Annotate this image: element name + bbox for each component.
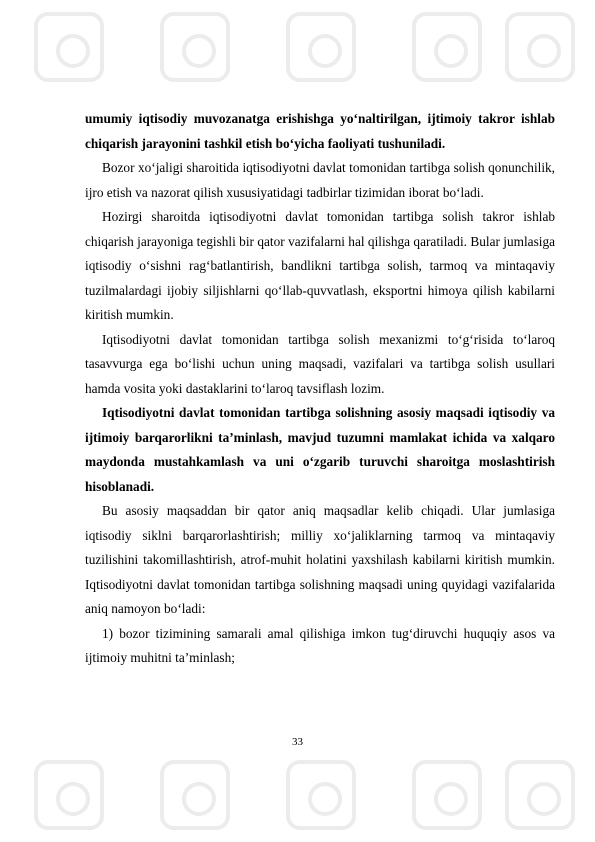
watermark-logo bbox=[160, 12, 230, 82]
paragraph-5: Iqtisodiyotni davlat tomonidan tartibga solishning asosiy maqsadi iqtisodiy va ijtimoiy barqarorlikni ta’minlash, mavjud tuzumni mamlakat ichida va xalqaro maydonda mustahkamlash va uni o‘zgarib turuvchi sharoitga moslashtirish hisoblanadi. bbox=[85, 405, 555, 494]
watermark-logo bbox=[34, 12, 104, 82]
watermark-logo bbox=[412, 12, 482, 82]
watermark-logo bbox=[505, 760, 575, 830]
watermark-logo bbox=[505, 12, 575, 82]
watermark-logo bbox=[286, 760, 356, 830]
watermark-logo bbox=[412, 760, 482, 830]
watermark-logo bbox=[286, 12, 356, 82]
paragraph-1: umumiy iqtisodiy muvozanatga erishishga yo‘naltirilgan, ijtimoiy takror ishlab chiqarish jarayonini tashkil etish bo‘yicha faoliyati tushuniladi. bbox=[85, 111, 555, 151]
paragraph-7: 1) bozor tizimining samarali amal qilishiga imkon tug‘diruvchi huquqiy asos va ijtimoiy muhitni ta’minlash; bbox=[85, 625, 555, 665]
paragraph-4: Iqtisodiyotni davlat tomonidan tartibga solish mexanizmi to‘g‘risida to‘laroq tasavvurga ega bo‘lishi uchun uning maqsadi, vazifalari va tartibga solish usullari hamda vosita yoki dastaklarini to‘laroq tavsiflash lozim. bbox=[85, 331, 555, 396]
page-number: 33 bbox=[292, 736, 303, 748]
watermark-logo bbox=[160, 760, 230, 830]
paragraph-3: Hozirgi sharoitda iqtisodiyotni davlat tomonidan tartibga solish takror ishlab chiqarish jarayoniga tegishli bir qator vazifalarni hal qilishga qaratiladi. Bular jumlasiga iqtisodiy o‘sishni rag‘batlantirish, bandlikni tartibga solish, tarmoq va mintaqaviy tuzilmalardagi ijobiy siljishlarni qo‘llab-quvvatlash, eksportni himoya qilish kabilarni kiritish mumkin. bbox=[85, 209, 555, 322]
paragraph-6: Bu asosiy maqsaddan bir qator aniq maqsadlar kelib chiqadi. Ular jumlasiga iqtisodiy siklni barqarorlashtirish; milliy xo‘jaliklarning tarmoq va mintaqaviy tuzilishini takomillashtirish, atrof-muhit holatini yaxshilash kabilarni kiritish mumkin. Iqtisodiyotni davlat tomonidan tartibga solishning maqsadi uning quyidagi vazifalarida aniq namoyon bo‘ladi: bbox=[85, 503, 555, 616]
body-text bbox=[85, 107, 555, 671]
paragraph-2: Bozor xo‘jaligi sharoitida iqtisodiyotni davlat tomonidan tartibga solish qonunchilik, ijro etish va nazorat qilish xususiyatidagi tadbirlar tizimidan iborat bo‘ladi. bbox=[85, 160, 555, 200]
watermark-logo bbox=[34, 760, 104, 830]
